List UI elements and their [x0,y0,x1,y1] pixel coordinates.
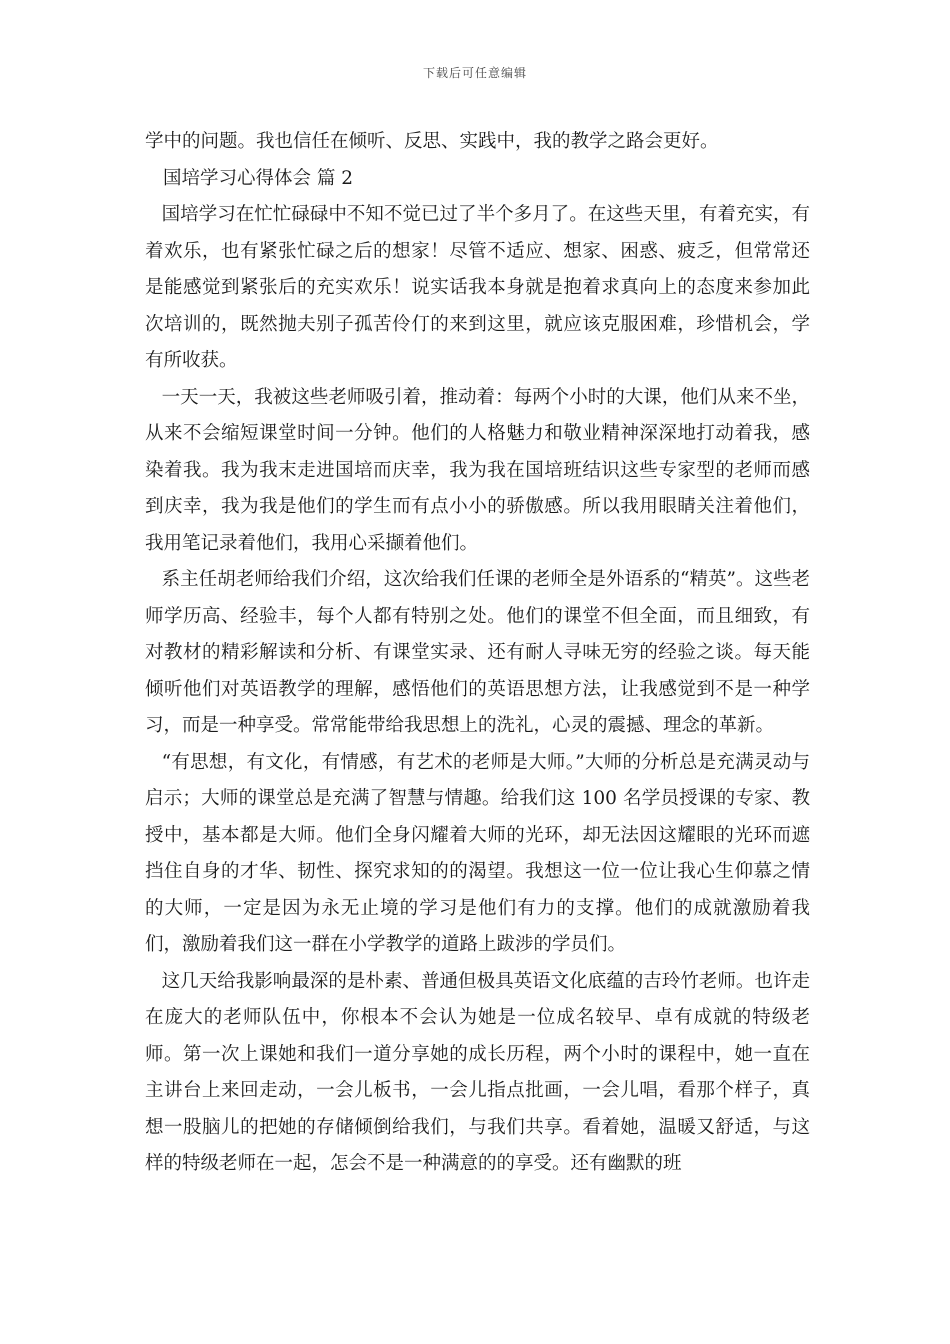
paragraph: 系主任胡老师给我们介绍，这次给我们任课的老师全是外语系的“精英”。这些老师学历高、经验丰，每个人都有特别之处。他们的课堂不但全面，而且细致，有对教材的精彩解读和分析、有课堂实录、还有耐人寻味无穷的经验之谈。每天能倾听他们对英语教学的理解，感悟他们的英语思想方法，让我感觉到不是一种学习，而是一种享受。常常能带给我思想上的洗礼，心灵的震撼、理念的革新。 [145,569,810,736]
paragraph: “有思想，有文化，有情感，有艺术的老师是大师。”大师的分析总是充满灵动与启示；大师的课堂总是充满了智慧与情趣。给我们这 100 名学员授课的专家、教授中，基本都是大师。他们全身闪耀着大师的光环，却无法因这耀眼的光环而遮挡住自身的才华、韧性、探究求知的的渴望。我想这一位一位让我心生仰慕之情的大师，一定是因为永无止境的学习是他们有力的支撑。他们的成就激励着我们，激励着我们这一群在小学教学的道路上跋涉的学员们。 [145,751,810,955]
document-body [145,124,810,1183]
paragraph: 国培学习在忙忙碌碌中不知不觉已过了半个多月了。在这些天里，有着充实，有着欢乐，也有紧张忙碌之后的想家！尽管不适应、想家、困惑、疲乏，但常常还是能感觉到紧张后的充实欢乐！说实话我本身就是抱着求真向上的态度来参加此次培训的，既然抛夫别子孤苦伶仃的来到这里，就应该克服困难，珍惜机会，学有所收获。 [145,204,810,371]
paragraph: 这几天给我影响最深的是朴素、普通但极具英语文化底蕴的吉玲竹老师。也许走在庞大的老师队伍中，你根本不会认为她是一位成名较早、卓有成就的特级老师。第一次上课她和我们一道分享她的成长历程，两个小时的课程中，她一直在主讲台上来回走动，一会儿板书，一会儿指点批画，一会儿唱，看那个样子，真想一股脑儿的把她的存储倾倒给我们，与我们共享。看着她，温暖又舒适，与这样的特级老师在一起，怎会不是一种满意的的享受。还有幽默的班 [145,970,810,1174]
section-heading: 国培学习心得体会 篇 2 [163,167,354,189]
paragraph-continuation: 学中的问题。我也信任在倾听、反思、实践中，我的教学之路会更好。 [145,131,719,152]
page-header: 下载后可任意编辑 [422,66,527,80]
paragraph: 一天一天，我被这些老师吸引着，推动着：每两个小时的大课，他们从来不坐，从来不会缩短课堂时间一分钟。他们的人格魅力和敬业精神深深地打动着我，感染着我。我为我末走进国培而庆幸，我为我在国培班结识这些专家型的老师而感到庆幸，我为我是他们的学生而有点小小的骄傲感。所以我用眼睛关注着他们，我用笔记录着他们，我用心采撷着他们。 [145,386,810,554]
